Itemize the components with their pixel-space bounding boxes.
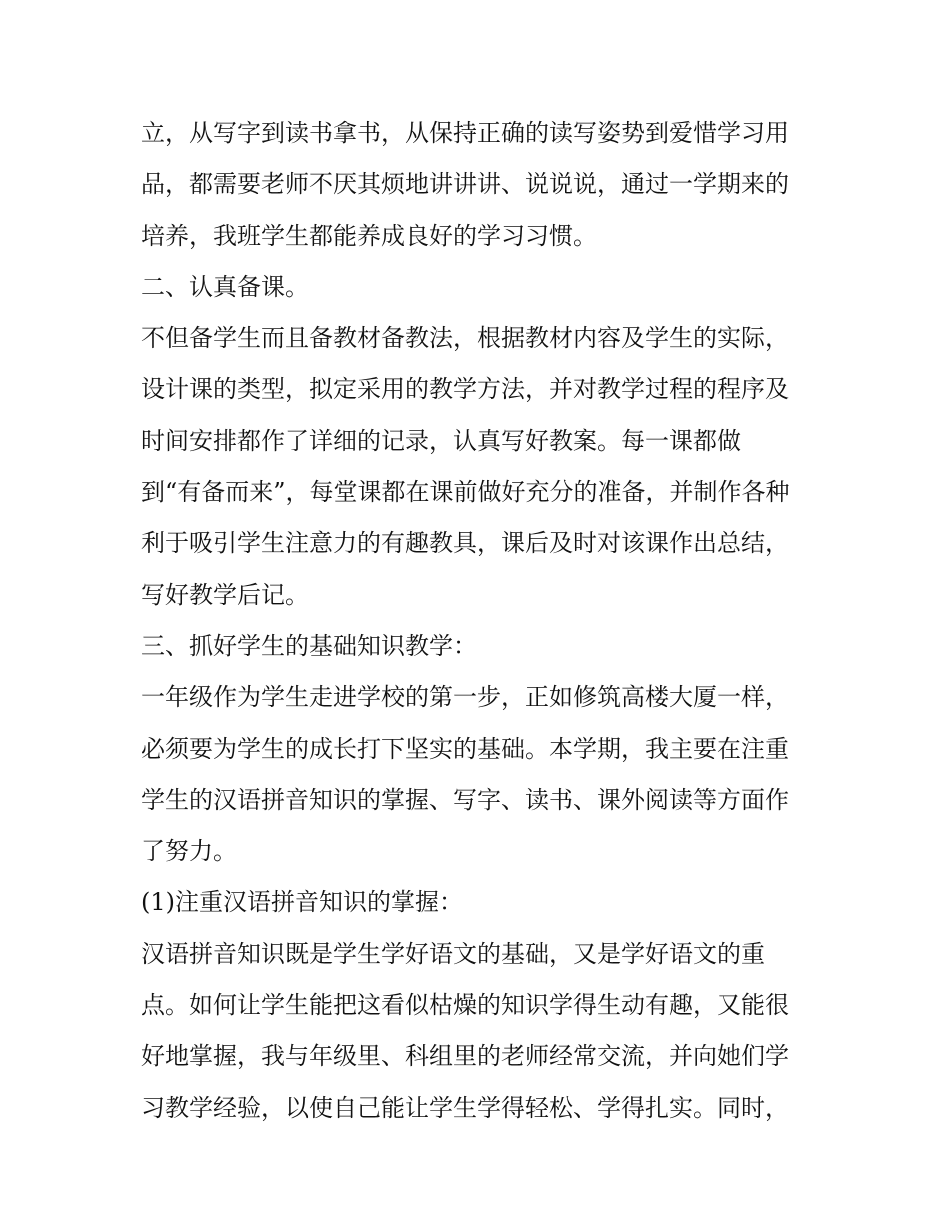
text-line: 设计课的类型，拟定采用的教学方法，并对教学过程的程序及 xyxy=(141,375,789,404)
text-line: 学生的汉语拼音知识的掌握、写字、读书、课外阅读等方面作 xyxy=(141,785,789,814)
section-heading: 二、认真备课。 xyxy=(141,272,309,301)
text-line: 立，从写字到读书拿书，从保持正确的读写姿势到爱惜学习用 xyxy=(141,119,789,147)
text-line: 习教学经验，以使自己能让学生学得轻松、学得扎实。同时， xyxy=(141,1093,789,1122)
text-line: 不但备学生而且备教材备教法，根据教材内容及学生的实际， xyxy=(141,324,789,353)
text-line: 到“有备而来”，每堂课都在课前做好充分的准备，并制作各种 xyxy=(141,478,790,507)
text-line: 培养，我班学生都能养成良好的学习习惯。 xyxy=(141,221,597,250)
text-line: 汉语拼音知识既是学生学好语文的基础，又是学好语文的重 xyxy=(141,939,765,968)
text-line: 利于吸引学生注意力的有趣教具，课后及时对该课作出总结， xyxy=(141,529,789,558)
text-line: 写好教学后记。 xyxy=(141,580,309,609)
subsection-heading: (1)注重汉语拼音知识的掌握： xyxy=(141,888,463,917)
text-line: 必须要为学生的成长打下坚实的基础。本学期，我主要在注重 xyxy=(141,734,789,763)
text-line: 时间安排都作了详细的记录，认真写好教案。每一课都做 xyxy=(141,426,741,455)
text-line: 品，都需要老师不厌其烦地讲讲讲、说说说，通过一学期来的 xyxy=(141,170,789,199)
body-text xyxy=(141,108,821,1134)
text-line: 点。如何让学生能把这看似枯燥的知识学得生动有趣，又能很 xyxy=(141,991,789,1020)
text-line: 好地掌握，我与年级里、科组里的老师经常交流，并向她们学 xyxy=(141,1042,789,1071)
text-line: 一年级作为学生走进学校的第一步，正如修筑高楼大厦一样， xyxy=(141,683,789,712)
section-heading: 三、抓好学生的基础知识教学： xyxy=(141,631,477,660)
text-line: 了努力。 xyxy=(141,837,237,866)
